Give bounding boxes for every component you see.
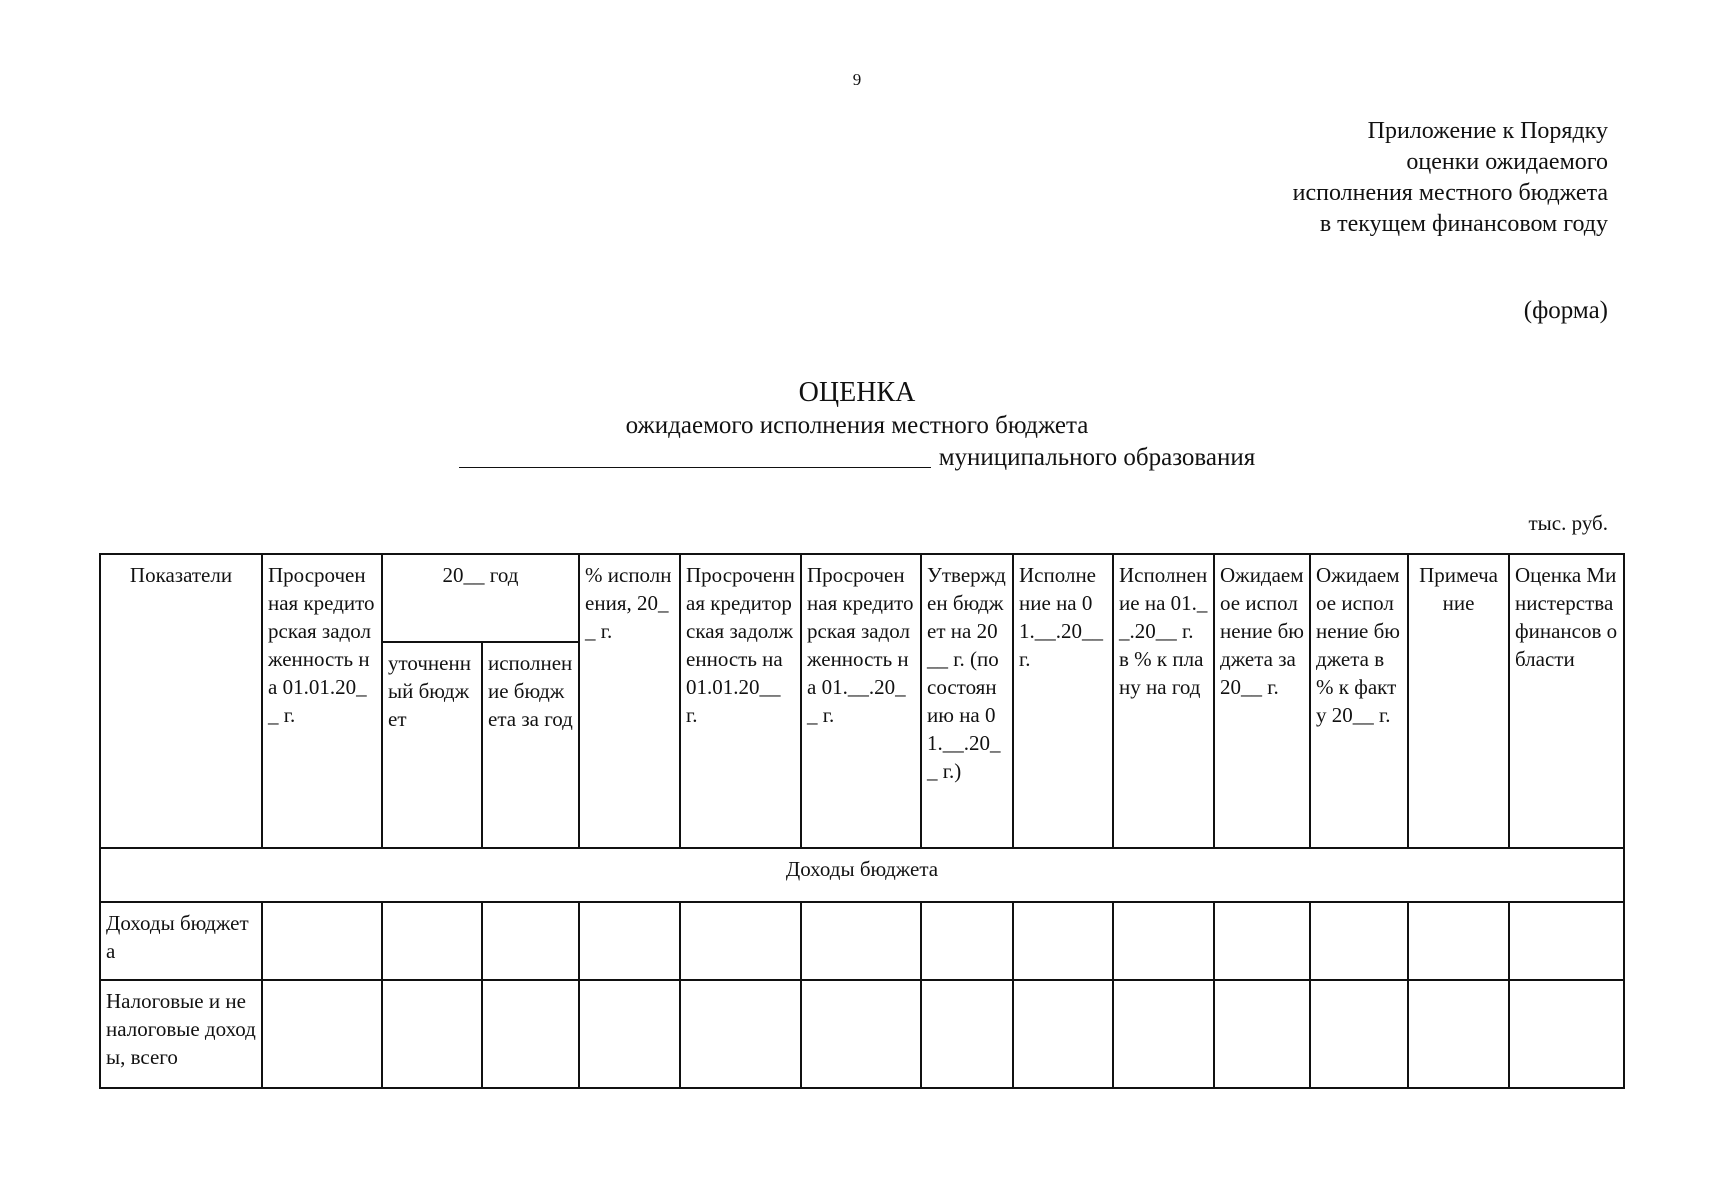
- title-municipality-line: [0, 442, 1714, 474]
- header-execution-on-pct: Исполнение на 01.__.20__ г. в % к плану на год: [1113, 554, 1214, 848]
- units-label: тыс. руб.: [1528, 511, 1608, 535]
- document-title: [0, 376, 1714, 474]
- table-cell: [921, 902, 1013, 980]
- table-cell: [801, 902, 921, 980]
- header-note: Примечание: [1408, 554, 1509, 848]
- header-expected-execution-pct: Ожидаемое исполнение бюджета в % к факту 20__ г.: [1310, 554, 1408, 848]
- table-cell: [482, 980, 579, 1088]
- table-cell: [1214, 980, 1310, 1088]
- title-main: ОЦЕНКА: [798, 377, 916, 408]
- table-cell: [482, 902, 579, 980]
- section-row: [100, 848, 1624, 902]
- header-indicators: Показатели: [100, 554, 262, 848]
- table-cell: [1013, 902, 1113, 980]
- table-row: [100, 980, 1624, 1088]
- section-title-income: Доходы бюджета: [100, 848, 1624, 902]
- title-subtitle: ожидаемого исполнения местного бюджета: [625, 412, 1089, 439]
- header-approved-budget: Утвержден бюджет на 20__ г. (по состоянию на 01.__.20__ г.): [921, 554, 1013, 848]
- header-percent-execution: % исполнения, 20__ г.: [579, 554, 680, 848]
- budget-assessment-table: [99, 553, 1625, 1089]
- table-cell: [382, 902, 482, 980]
- header-year-group: 20__ год: [382, 554, 579, 642]
- municipality-blank-line: [459, 467, 931, 468]
- table-cell: [262, 902, 382, 980]
- form-label: (форма): [1523, 297, 1608, 324]
- table-cell: [1408, 902, 1509, 980]
- table-cell: [680, 902, 801, 980]
- table-cell: [1113, 902, 1214, 980]
- header-overdue-01-20: Просроченная кредиторская задолженность на 01.__.20__ г.: [801, 554, 921, 848]
- municipality-label: муниципального образования: [938, 444, 1256, 471]
- table-cell: [1509, 980, 1624, 1088]
- table-cell: [1214, 902, 1310, 980]
- appendix-line: исполнения местного бюджета: [1292, 180, 1608, 206]
- appendix-line: оценки ожидаемого: [1406, 149, 1608, 175]
- table-cell: [1509, 902, 1624, 980]
- table-cell: [1408, 980, 1509, 1088]
- table-cell: [801, 980, 921, 1088]
- table-cell: [262, 980, 382, 1088]
- table-cell: [579, 902, 680, 980]
- row-label: Доходы бюджета: [100, 902, 262, 980]
- appendix-line: Приложение к Порядку: [1367, 118, 1608, 144]
- header-expected-execution: Ожидаемое исполнение бюджета за 20__ г.: [1214, 554, 1310, 848]
- appendix-line: в текущем финансовом году: [1319, 211, 1608, 237]
- header-ministry-assessment: Оценка Министерства финансов области: [1509, 554, 1624, 848]
- header-overdue-0101: Просроченная кредиторская задолженность на 01.01.20__ г.: [262, 554, 382, 848]
- header-overdue-0101-b: Просроченная кредиторская задолженность на 01.01.20__ г.: [680, 554, 801, 848]
- table-cell: [1310, 980, 1408, 1088]
- table-cell: [382, 980, 482, 1088]
- table-cell: [1113, 980, 1214, 1088]
- appendix-reference: [1293, 116, 1608, 240]
- table-cell: [680, 980, 801, 1088]
- table-row: [100, 902, 1624, 980]
- table-cell: [1310, 902, 1408, 980]
- header-execution-year: исполнение бюджета за год: [482, 642, 579, 848]
- header-execution-on: Исполнение на 01.__.20__ г.: [1013, 554, 1113, 848]
- page-number: 9: [852, 70, 862, 89]
- table-cell: [921, 980, 1013, 1088]
- table-cell: [1013, 980, 1113, 1088]
- table-cell: [579, 980, 680, 1088]
- table-header-row: [100, 554, 1624, 642]
- header-refined-budget: уточненный бюджет: [382, 642, 482, 848]
- row-label: Налоговые и неналоговые доходы, всего: [100, 980, 262, 1088]
